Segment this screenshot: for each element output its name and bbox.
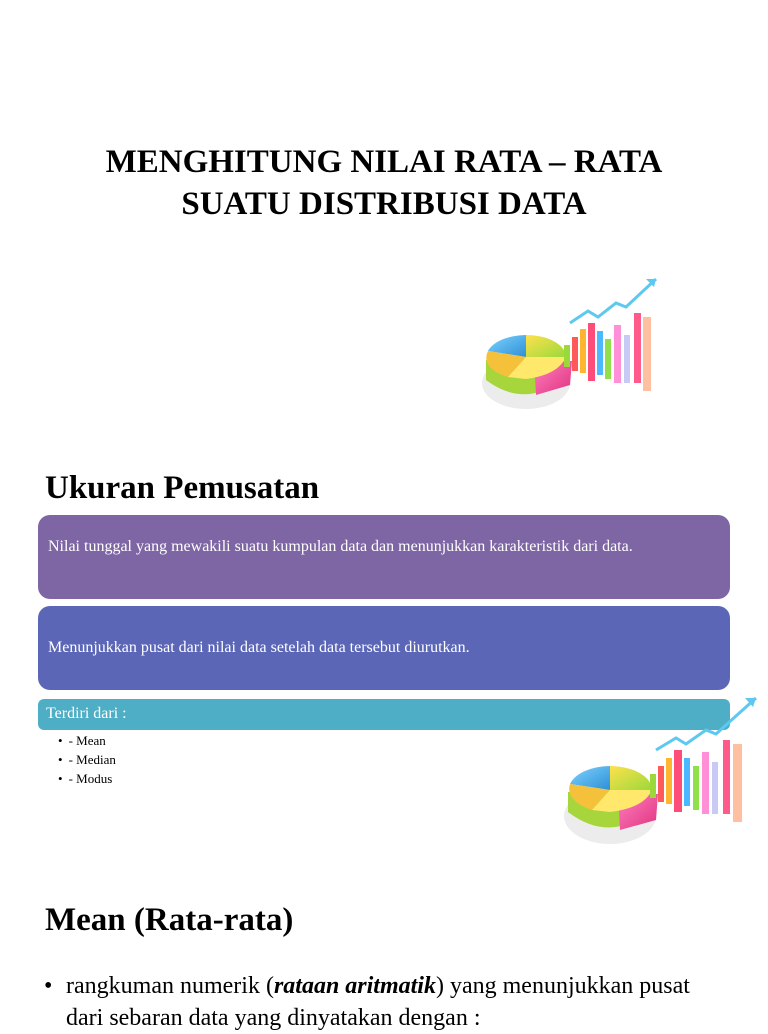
components-list <box>58 731 116 788</box>
mean-text-pre: rangkuman numerik ( <box>66 973 274 999</box>
mean-bullet-text <box>66 970 726 1034</box>
components-text: Terdiri dari : <box>46 705 127 722</box>
center-text: Menunjukkan pusat dari nilai data setelah data tersebut diurutkan. <box>48 639 470 656</box>
slide-title <box>0 141 768 225</box>
pie-chart-icon <box>482 335 572 409</box>
list-item: • - Mean <box>58 731 116 750</box>
bar-chart-icon <box>650 740 742 822</box>
definition-text: Nilai tunggal yang mewakili suatu kumpulan data dan menunjukkan karakteristik dari data. <box>48 538 633 555</box>
mean-text-emphasis: rataan aritmatik <box>273 973 436 999</box>
title-line-1: MENGHITUNG NILAI RATA – RATA <box>105 144 663 180</box>
bullet-icon: • <box>44 973 53 999</box>
trend-arrow-icon <box>656 698 756 750</box>
definition-box <box>38 515 730 599</box>
chart-clipart-icon <box>560 688 765 863</box>
pie-chart-icon <box>564 766 658 844</box>
mean-heading: Mean (Rata-rata) <box>45 902 294 938</box>
trend-arrow-icon <box>570 279 656 323</box>
bar-chart-icon <box>564 313 651 391</box>
title-line-2: SUATU DISTRIBUSI DATA <box>181 186 587 222</box>
list-item: • - Median <box>58 750 116 769</box>
ukuran-pemusatan-heading: Ukuran Pemusatan <box>45 470 320 506</box>
mean-text-post: ) yang menunjukkan pusat dari sebaran data yang dinyatakan dengan : <box>66 973 690 1031</box>
list-item: • - Modus <box>58 769 116 788</box>
chart-clipart-icon <box>478 265 668 435</box>
center-box <box>38 606 730 690</box>
